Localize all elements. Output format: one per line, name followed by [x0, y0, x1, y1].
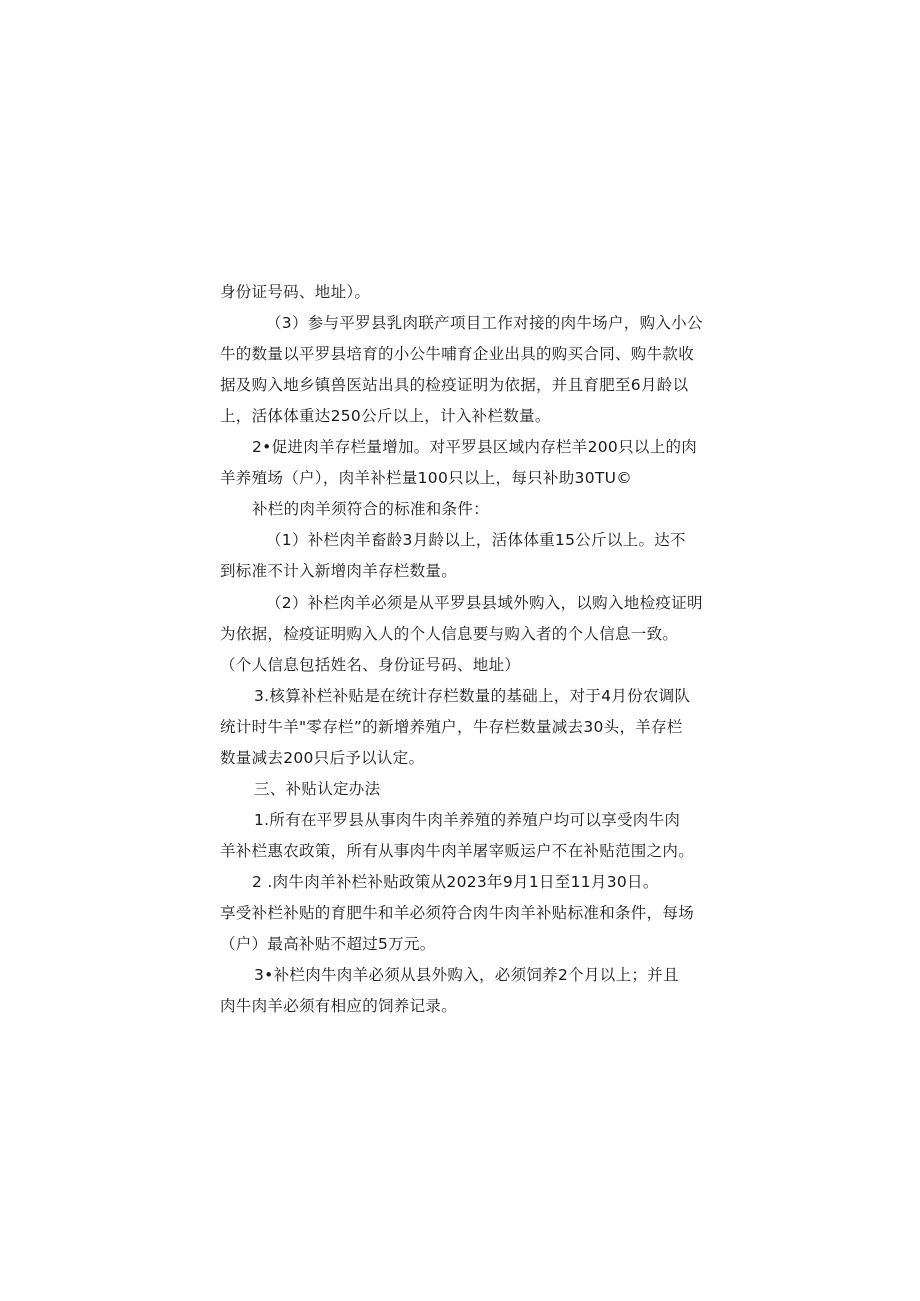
- text-line: 补栏的肉羊须符合的标准和条件：: [252, 500, 490, 518]
- text-line: 羊养殖场（户），肉羊补栏量100只以上，每只补助30TU©: [220, 469, 633, 487]
- text-line: 肉牛肉羊必须有相应的饲养记录。: [220, 997, 458, 1015]
- text-line: 3.核算补栏补贴是在统计存栏数量的基础上，对于4月份农调队: [254, 687, 691, 705]
- text-line: 牛的数量以平罗县培育的小公牛哺育企业出具的购买合同、购牛款收: [220, 345, 695, 363]
- text-line: 1.所有在平罗县从事肉牛肉羊养殖的养殖户均可以享受肉牛肉: [254, 811, 681, 829]
- text-line: （3）参与平罗县乳肉联产项目工作对接的肉牛场户，购入小公: [266, 314, 703, 332]
- text-line: 到标准不计入新增肉羊存栏数量。: [220, 562, 458, 580]
- text-line: （户）最高补贴不超过5万元。: [220, 935, 436, 953]
- text-line: 统计时牛羊"零存栏”的新增养殖户，牛存栏数量减去30头，羊存栏: [220, 718, 683, 736]
- text-line: 3•补栏肉牛肉羊必须从县外购入，必须饲养2个月以上；并且: [254, 966, 679, 984]
- section-heading: 三、补贴认定办法: [254, 780, 381, 798]
- text-line: 数量减去200只后予以认定。: [220, 749, 425, 767]
- text-line: （1）补栏肉羊畜龄3月龄以上，活体体重15公斤以上。达不: [266, 531, 686, 549]
- text-line: （2）补栏肉羊必须是从平罗县县域外购入，以购入地检疫证明: [266, 594, 703, 612]
- text-line: 为依据，检疫证明购入人的个人信息要与购入者的个人信息一致。: [220, 625, 679, 643]
- text-line: 2•促进肉羊存栏量增加。对平罗县区域内存栏羊200只以上的肉: [252, 438, 698, 456]
- text-line: 上，活体体重达250公斤以上，计入补栏数量。: [220, 407, 551, 425]
- text-line: 据及购入地乡镇兽医站出具的检疫证明为依据，并且育肥至6月龄以: [220, 376, 689, 394]
- text-line: （个人信息包括姓名、身份证号码、地址）: [220, 656, 521, 674]
- text-line: 享受补栏补贴的育肥牛和羊必须符合肉牛肉羊补贴标准和条件，每场: [220, 904, 695, 922]
- text-line: 2 .肉牛肉羊补栏补贴政策从2023年9月1日至11月30日。: [252, 873, 659, 891]
- text-line: 身份证号码、地址）。: [220, 283, 371, 301]
- text-line: 羊补栏惠农政策，所有从事肉牛肉羊屠宰贩运户不在补贴范围之内。: [220, 842, 695, 860]
